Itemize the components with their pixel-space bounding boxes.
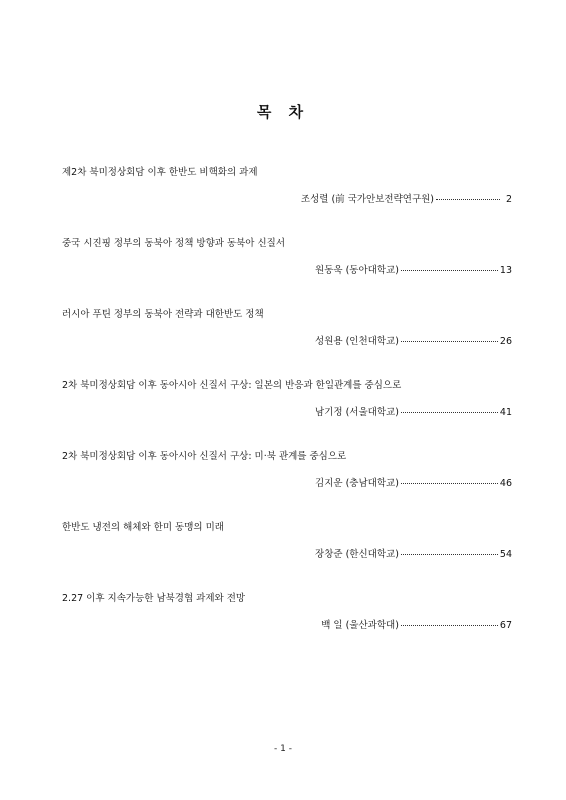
toc-title: 목 차 — [256, 103, 310, 121]
toc-entry-author-line — [315, 546, 512, 561]
toc-entry-author: 장창준 (한신대학교) — [315, 549, 399, 560]
toc-entry-page: 67 — [499, 620, 512, 631]
toc-entry[interactable] — [62, 309, 512, 347]
toc-entry-author-line — [315, 475, 512, 490]
toc-entry-title[interactable]: 2차 북미정상회담 이후 동아시아 신질서 구상: 미·북 관계를 중심으로 — [62, 451, 347, 462]
toc-leader-dots — [401, 402, 498, 413]
toc-entry[interactable] — [62, 238, 512, 276]
toc-entry[interactable] — [62, 451, 512, 489]
toc-entry-author: 남기정 (서울대학교) — [315, 407, 399, 418]
toc-entry-author-line — [321, 617, 512, 632]
toc-entry[interactable] — [62, 380, 512, 418]
toc-entry-title[interactable]: 한반도 냉전의 해체와 한미 동맹의 미래 — [62, 522, 224, 533]
toc-entry-author: 원동욱 (동아대학교) — [315, 265, 399, 276]
toc-entry[interactable] — [62, 522, 512, 560]
toc-entry-title[interactable]: 2차 북미정상회담 이후 동아시아 신질서 구상: 일본의 반응과 한일관계를 중심으로 — [62, 380, 402, 391]
toc-entry-page: 2 — [505, 194, 512, 205]
page-number-footer: - 1 - — [274, 744, 292, 754]
toc-leader-dots — [401, 544, 498, 555]
toc-entry-author-line — [301, 191, 512, 206]
toc-entry-title[interactable]: 중국 시진핑 정부의 동북아 정책 방향과 동북아 신질서 — [62, 238, 286, 249]
toc-entry-author: 조성렬 (前 국가안보전략연구원) — [300, 194, 434, 205]
toc-entry-page: 26 — [499, 336, 512, 347]
toc-entry-author-line — [315, 404, 512, 419]
toc-entry-page: 54 — [499, 549, 512, 560]
toc-entry-author-line — [315, 333, 512, 348]
toc-entry-author: 김지운 (충남대학교) — [315, 478, 399, 489]
toc-entry-page: 13 — [499, 265, 512, 276]
toc-entry[interactable] — [62, 593, 512, 631]
toc-entry-page: 46 — [499, 478, 512, 489]
toc-leader-dots — [436, 189, 500, 200]
toc-entry-title[interactable]: 2.27 이후 지속가능한 남북경협 과제와 전망 — [62, 593, 246, 604]
toc-entry-title[interactable]: 제2차 북미정상회담 이후 한반도 비핵화의 과제 — [62, 167, 258, 178]
toc-leader-dots — [401, 331, 498, 342]
toc-entry-title[interactable]: 러시아 푸틴 정부의 동북아 전략과 대한반도 정책 — [62, 309, 264, 320]
toc-leader-dots — [401, 615, 498, 626]
toc-entry-author-line — [315, 262, 512, 277]
toc-entry-page: 41 — [499, 407, 512, 418]
toc-entry[interactable] — [62, 167, 512, 205]
toc-leader-dots — [401, 260, 498, 271]
toc-entry-author: 백 일 (울산과학대) — [321, 620, 399, 631]
toc-entry-author: 성원용 (인천대학교) — [315, 336, 399, 347]
toc-leader-dots — [401, 473, 498, 484]
